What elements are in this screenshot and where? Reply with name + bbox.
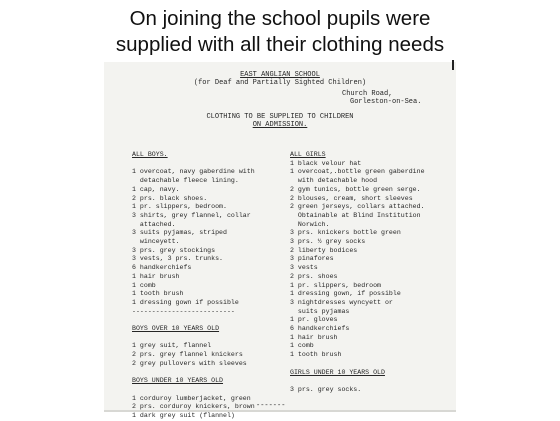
list-item: 2 blouses, cream, short sleeves [290,194,413,202]
school-name: EAST ANGLIAN SCHOOL [240,71,320,79]
list-item: 1 pr. slippers, bedroom [290,281,382,289]
boys-under-10-heading: BOYS UNDER 10 YEARS OLD [132,377,224,385]
list-item: suits pyjamas [290,307,350,315]
school-subtitle: (for Deaf and Partially Sighted Children) [193,79,367,87]
list-item: 1 corduroy lumberjacket, green [132,394,251,402]
document-bottom-shadow [104,410,456,412]
list-item: 1 black velour hat [290,159,362,167]
footer-rule: ------- [256,402,286,410]
list-item: 3 vests [290,264,318,272]
list-item: 3 prs. ½ grey socks [290,238,366,246]
list-item: 1 overcoat, navy gaberdine with [132,168,255,176]
list-item: winceyett. [132,238,180,246]
list-item: 2 prs. shoes [290,272,338,280]
slide-title-line-1: On joining the school pupils were [129,7,431,30]
list-item: 1 hair brush [290,333,338,341]
list-item: Norwich. [290,220,330,228]
address-line-1: Church Road, [342,90,393,98]
list-item: 2 gym tunics, bottle green serge. [290,185,421,193]
all-boys-list [132,168,255,307]
list-item: 3 shirts, grey flannel, collar [132,211,251,219]
list-item: 3 prs. grey stockings [132,246,216,254]
list-item: 3 vests, 3 prs. trunks. [132,255,224,263]
list-item: 2 grey pullovers with sleeves [132,359,247,367]
list-item: attached. [132,220,176,228]
list-item: 1 grey suit, flannel [132,342,212,350]
list-item: 6 handkerchiefs [290,325,350,333]
boys-column [132,151,255,421]
list-item: 2 green jerseys, collars attached. [290,203,425,211]
boys-over-10-list [132,342,255,368]
list-item: 6 handkerchiefs [132,264,192,272]
girls-under-10-heading: GIRLS UNDER 10 YEARS OLD [290,368,385,376]
all-girls-heading: ALL GIRLS [290,151,326,158]
slide-title-line-2: supplied with all their clothing needs [115,33,445,56]
list-item: 3 suits pyjamas, striped [132,229,227,237]
list-item: 1 dressing gown if possible [132,298,239,306]
list-item: 1 dressing gown, if possible [290,290,401,298]
list-item: 1 pr. gloves [290,316,338,324]
list-item: 3 prs. knickers bottle green [290,229,401,237]
list-item: 3 nightdresses wyncyett or [290,298,393,306]
scanned-document [104,62,456,420]
list-item: 1 overcoat,.bottle green gaberdine [290,168,425,176]
girls-column [290,151,425,395]
list-item: 2 liberty bodices [290,246,358,254]
list-item: detachable fleece lining. [132,177,239,185]
list-item: 1 comb [290,342,314,350]
list-item: 1 tooth brush [290,351,342,359]
list-item: 2 prs. grey flannel knickers [132,351,243,359]
list-item: 2 prs. corduroy knickers, brown [132,403,255,411]
all-girls-list [290,160,425,360]
all-boys-heading: ALL BOYS. [132,151,168,158]
boys-over-10-heading: BOYS OVER 10 YEARS OLD [132,325,220,333]
list-item: 2 prs. black shoes. [132,194,208,202]
list-item: 3 pinafores [290,255,334,263]
boys-under-10-list [132,395,255,421]
list-item: 1 tooth brush [132,290,184,298]
list-item: with detachable hood [290,177,378,185]
list-item: 1 comb [132,281,156,289]
document-edge-mark [452,60,454,70]
boys-section-rule: -------------------------- [132,307,235,315]
list-item: Obtainable at Blind Institution [290,211,421,219]
slide-title [0,6,560,58]
heading-line-1: CLOTHING TO BE SUPPLIED TO CHILDREN [206,113,354,121]
list-item: 1 hair brush [132,272,180,280]
list-item: 1 cap, navy. [132,185,180,193]
address-line-2: Gorleston-on-Sea. [350,98,422,106]
heading-line-2: ON ADMISSION. [252,121,308,129]
list-item: 1 pr. slippers, bedroom. [132,203,227,211]
girls-under-10-list [290,386,425,395]
list-item: 3 prs. grey socks. [290,385,362,393]
list-item: 1 dark grey suit (flannel) [132,412,235,420]
